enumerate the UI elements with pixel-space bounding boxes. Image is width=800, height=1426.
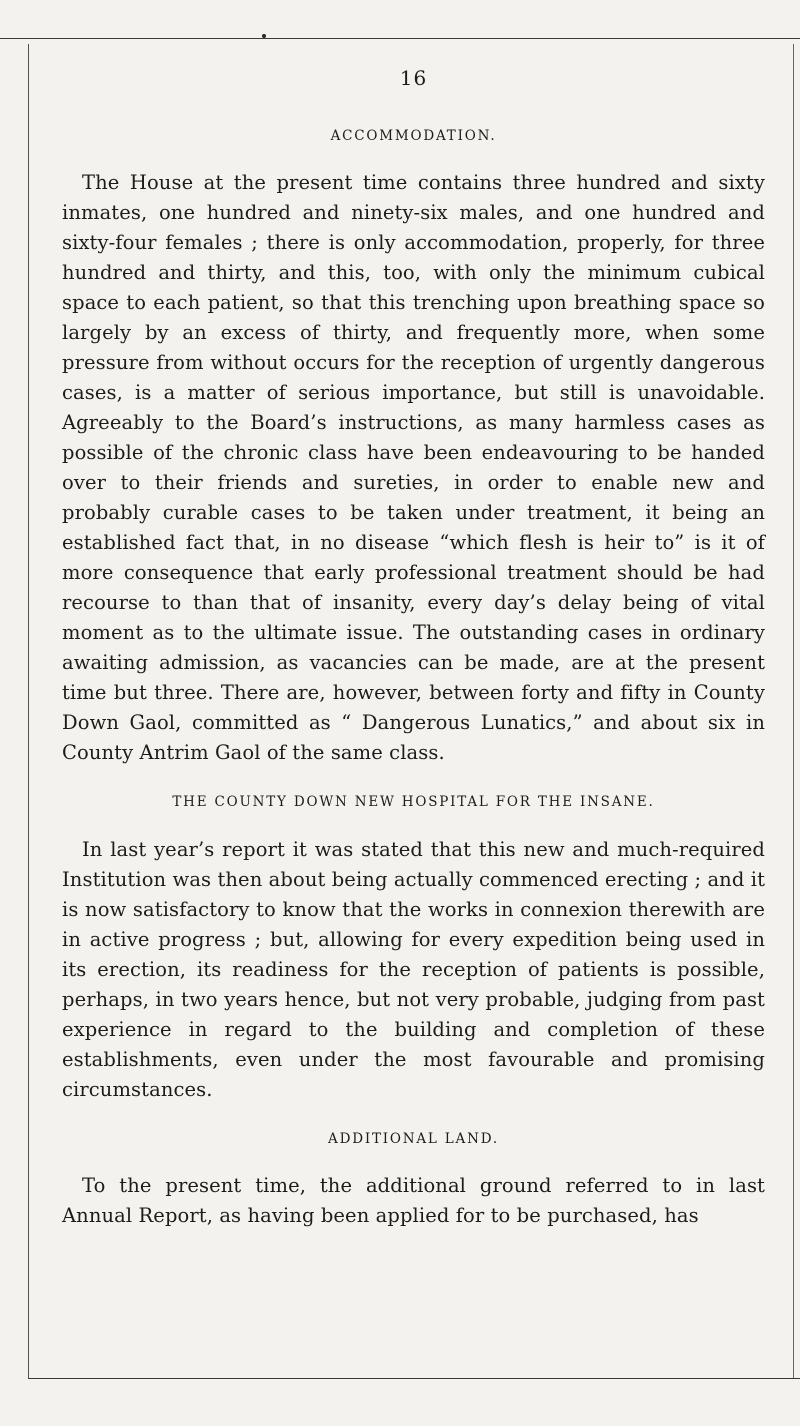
document-page <box>62 64 765 1231</box>
section-heading-accommodation: ACCOMMODATION. <box>330 128 497 144</box>
right-border-rule <box>793 44 794 1378</box>
left-border-rule <box>28 44 29 1378</box>
paragraph-accommodation: The House at the present time contains three hundred and sixty inmates, one hundred and ninety-six males, and one hundred and sixty-four females ; there is only accommodation, properly, for three hundred and thirty, and this, too, with only the minimum cubical space to each patient, so that this trenching upon breathing space so largely by an excess of thirty, and frequently more, when some pressure from without occurs for the reception of urgently dangerous cases, is a matter of serious importance, but still is unavoidable. Agreeably to the Board’s instructions, as many harmless cases as possible of the chronic class have been endeavouring to be handed over to their friends and sureties, in order to enable new and probably curable cases to be taken under treatment, it being an established fact that, in no disease “which flesh is heir to” is it of more consequence that early professional treatment should be had recourse to than that of insanity, every day’s delay being of vital moment as to the ultimate issue. The outstanding cases in ordinary awaiting admission, as vacancies can be made, are at the present time but three. There are, however, between forty and fifty in County Down Gaol, committed as “ Dangerous Lunatics,” and about six in County Antrim Gaol of the same class. <box>62 171 765 764</box>
section-heading-county-down-hospital: THE COUNTY DOWN NEW HOSPITAL FOR THE INSANE. <box>172 794 655 810</box>
paragraph-additional-land: To the present time, the additional ground referred to in last Annual Report, as having been applied for to be purchased, has <box>62 1174 765 1227</box>
section-heading-additional-land: ADDITIONAL LAND. <box>328 1131 499 1147</box>
top-border-rule <box>0 38 800 39</box>
paragraph-county-down-hospital: In last year’s report it was stated that this new and much-required Institution was then about being actually commenced erecting ; and it is now satisfactory to know that the works in connexion therewith are in active progress ; but, allowing for every expedition being used in its erection, its readiness for the reception of patients is possible, perhaps, in two years hence, but not very probable, judging from past experience in regard to the building and completion of these establishments, even under the most favourable and promising circumstances. <box>62 838 765 1101</box>
page-number: 16 <box>399 66 428 90</box>
bottom-border-rule <box>28 1378 800 1379</box>
ink-speck <box>262 34 266 38</box>
